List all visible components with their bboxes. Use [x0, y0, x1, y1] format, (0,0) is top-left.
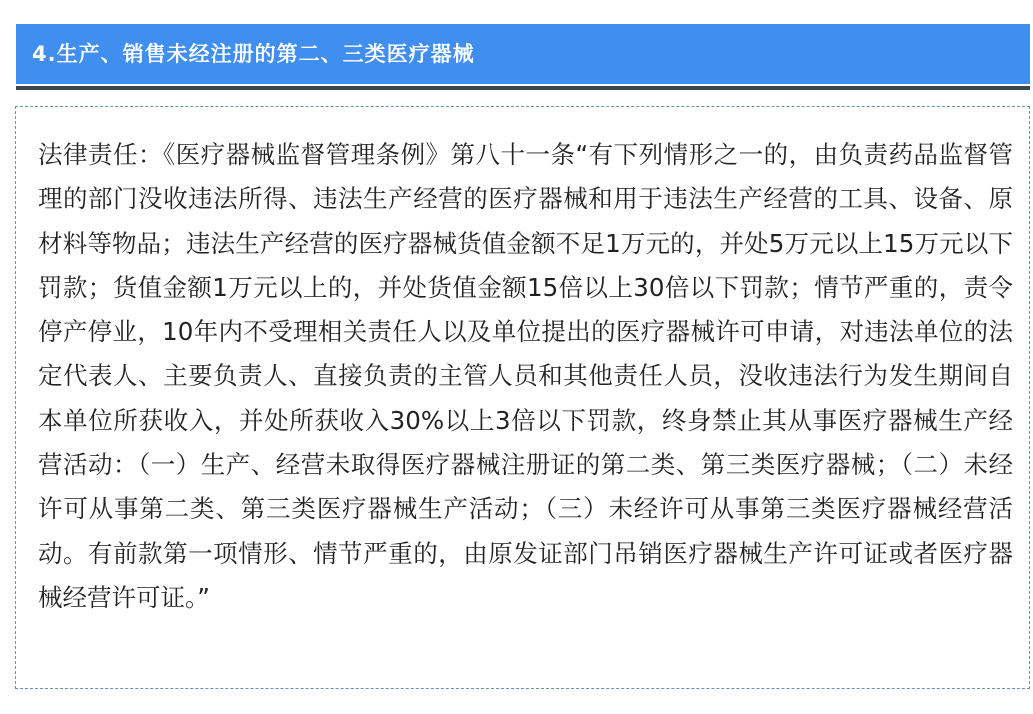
header-divider [16, 86, 1030, 90]
legal-responsibility-text: 法律责任：《医疗器械监督管理条例》第八十一条“有下列情形之一的，由负责药品监督管理的部门没收违法所得、违法生产经营的医疗器械和用于违法生产经营的工具、设备、原材料等物品；违法生产经营的医疗器械货值金额不足1万元的，并处5万元以上15万元以下罚款；货值金额1万元以上的，并处货值金额15倍以上30倍以下罚款；情节严重的，责令停产停业，10年内不受理相关责任人以及单位提出的医疗器械许可申请，对违法单位的法定代表人、主要负责人、直接负责的主管人员和其他责任人员，没收违法行为发生期间自本单位所获收入，并处所获收入30%以上3倍以下罚款，终身禁止其从事医疗器械生产经营活动：（一）生产、经营未取得医疗器械注册证的第二类、第三类医疗器械；（二）未经许可从事第二类、第三类医疗器械生产活动；（三）未经许可从事第三类医疗器械经营活动。有前款第一项情形、情节严重的，由原发证部门吊销医疗器械生产许可证或者医疗器械经营许可证。” [38, 140, 1013, 612]
legal-text-box [15, 106, 1030, 689]
section-title: 4.生产、销售未经注册的第二、三类医疗器械 [32, 41, 475, 66]
section-header [16, 24, 1030, 84]
